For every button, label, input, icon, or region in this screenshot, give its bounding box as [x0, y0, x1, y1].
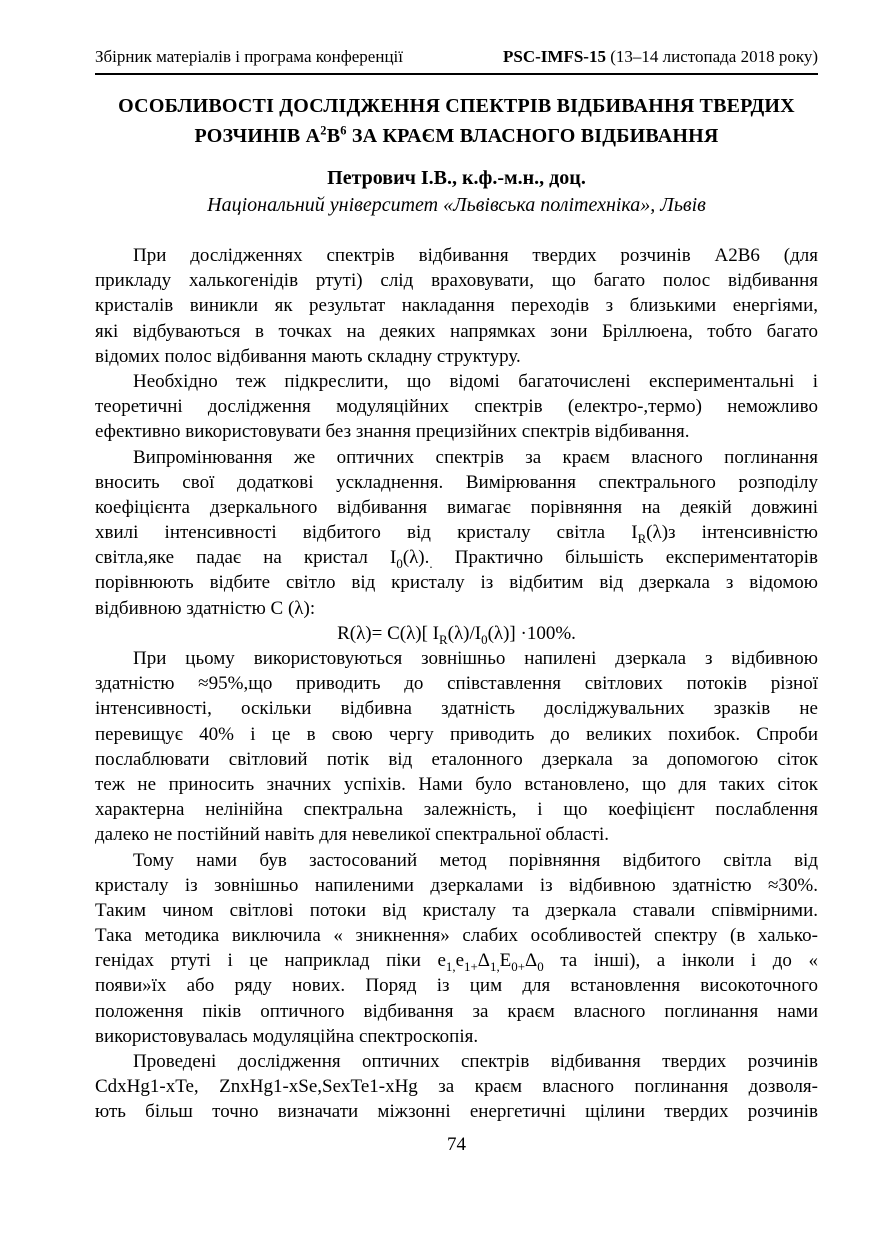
text-line: теоретичні дослідження модуляційних спектрів (електро-,термо) неможливо — [95, 396, 818, 418]
text-line: теж не приносить значних успіхів. Нами було встановлено, що для таких сіток — [95, 773, 818, 795]
paper-title-line-1: ОСОБЛИВОСТІ ДОСЛІДЖЕННЯ СПЕКТРІВ ВІДБИВАННЯ ТВЕРДИХ — [118, 95, 795, 117]
text-line: ефективно використовувати без знання прецизійних спектрів відбивання. — [95, 421, 690, 443]
running-header — [95, 46, 818, 75]
text-line: генідах ртуті і це наприклад піки $e_{1,}e_{1+}\Delta_{1,}E_{0+}\Delta_0$ та інші), а інколи і до « — [95, 950, 818, 975]
text-line: які відбуваються в точках на деяких напрямках зони Бріллюена, тобто багато — [95, 320, 818, 342]
text-line: перевищує 40% і це в свою чергу приводить до великих похибок. Спроби — [95, 723, 818, 745]
text-line: далеко не постійний навіть для невеликої спектральної області. — [95, 824, 610, 846]
text-line: Таким чином світлові потоки від кристалу та дзеркала ставали співмірними. — [95, 899, 818, 921]
text-line: коефіцієнта дзеркального відбивання вимагає порівняння на деякій довжині — [95, 496, 818, 518]
affiliation-line: Національний університет «Львівська політехніка», Львів — [207, 194, 706, 216]
text-line: послаблювати світловий потік від еталонного дзеркала за допомогою сіток — [95, 748, 818, 770]
text-line: Тому нами був застосований метод порівняння відбитого світла від — [133, 849, 818, 871]
text-line: інтенсивності, оскільки відбивна здатність досліджувальних зразків не — [95, 698, 818, 720]
author-line: Петрович І.В., к.ф.-м.н., доц. — [327, 167, 586, 189]
text-line: CdxHg1-xTe, ZnxHg1-xSe,SexTe1-xHg за краєм власного поглинання дозволя- — [95, 1076, 818, 1098]
text-line: відбивною здатністю С (λ): — [95, 597, 316, 619]
text-line: ють більш точно визначати міжзонні енергетичні щілини твердих розчинів — [95, 1101, 818, 1123]
body-text — [95, 243, 818, 1125]
text-line: світла,яке падає на кристал $I_0(\lambda)._.$ Практично більшість експериментаторів — [95, 547, 819, 572]
header-conference-code: PSC-IMFS-15 — [503, 47, 606, 66]
text-line: Така методика виключила « зникнення» слабих особливостей спектру (в халько- — [95, 925, 818, 947]
text-line: вносить свої додаткові ускладнення. Вимірювання спектрального розподілу — [95, 471, 818, 493]
text-line: При дослідженнях спектрів відбивання твердих розчинів А2В6 (для — [133, 245, 818, 266]
text-line: Випромінювання же оптичних спектрів за краєм власного поглинання — [133, 446, 818, 468]
paper-title-line-2: РОЗЧИНІВ $А^2В^6$ ЗА КРАЄМ ВЛАСНОГО ВІДБИВАННЯ — [194, 123, 719, 147]
header-left-text: Збірник матеріалів і програма конференції — [95, 47, 403, 66]
text-line: Необхідно теж підкреслити, що відомі багаточислені експериментальні і — [133, 370, 818, 392]
page-number: 74 — [447, 1133, 466, 1155]
text-line: кристалу із зовнішньо напиленими дзеркалами із відбивною здатністю ≈30%. — [95, 874, 818, 896]
header-conference-date: (13–14 листопада 2018 року) — [605, 47, 818, 66]
paper-title — [95, 91, 818, 151]
text-line: відомих полос відбивання мають складну структуру. — [95, 345, 521, 367]
text-line: порівнюють відбите світло від кристалу із відбитим від дзеркала з відомою — [95, 572, 818, 594]
text-line: положення піків оптичного відбивання за краєм власного поглинання нами — [95, 1000, 818, 1022]
text-line: характерна нелінійна спектральна залежність, і що коефіцієнт послаблення — [95, 799, 818, 821]
text-line: здатністю ≈95%,що приводить до співставлення світлових потоків різної — [95, 673, 818, 695]
header-right-text — [503, 46, 818, 68]
text-line: кристалів виникли як результат накладання переходів з близькими енергіями, — [95, 295, 818, 317]
text-line: хвилі інтенсивності відбитого від кристалу світла $I_R(\lambda)з$ інтенсивністю — [95, 522, 818, 546]
text-line: використовувалась модуляційна спектроскопія. — [95, 1025, 479, 1047]
formula: R(λ)= C(λ)[ $I_R(\lambda)/I_0(\lambda)] \cdot 100\%$. — [337, 622, 576, 647]
text-line: При цьому використовуються зовнішньо напилені дзеркала з відбивною — [133, 648, 818, 669]
text-line: прикладу халькогенідів ртуті) слід враховувати, що багато полос відбивання — [95, 270, 818, 292]
text-line: появи»їх або ряду нових. Поряд із цим для встановлення високоточного — [95, 975, 818, 997]
content-column — [95, 0, 818, 1157]
text-line: Проведені дослідження оптичних спектрів відбивання твердих розчинів — [133, 1051, 818, 1072]
